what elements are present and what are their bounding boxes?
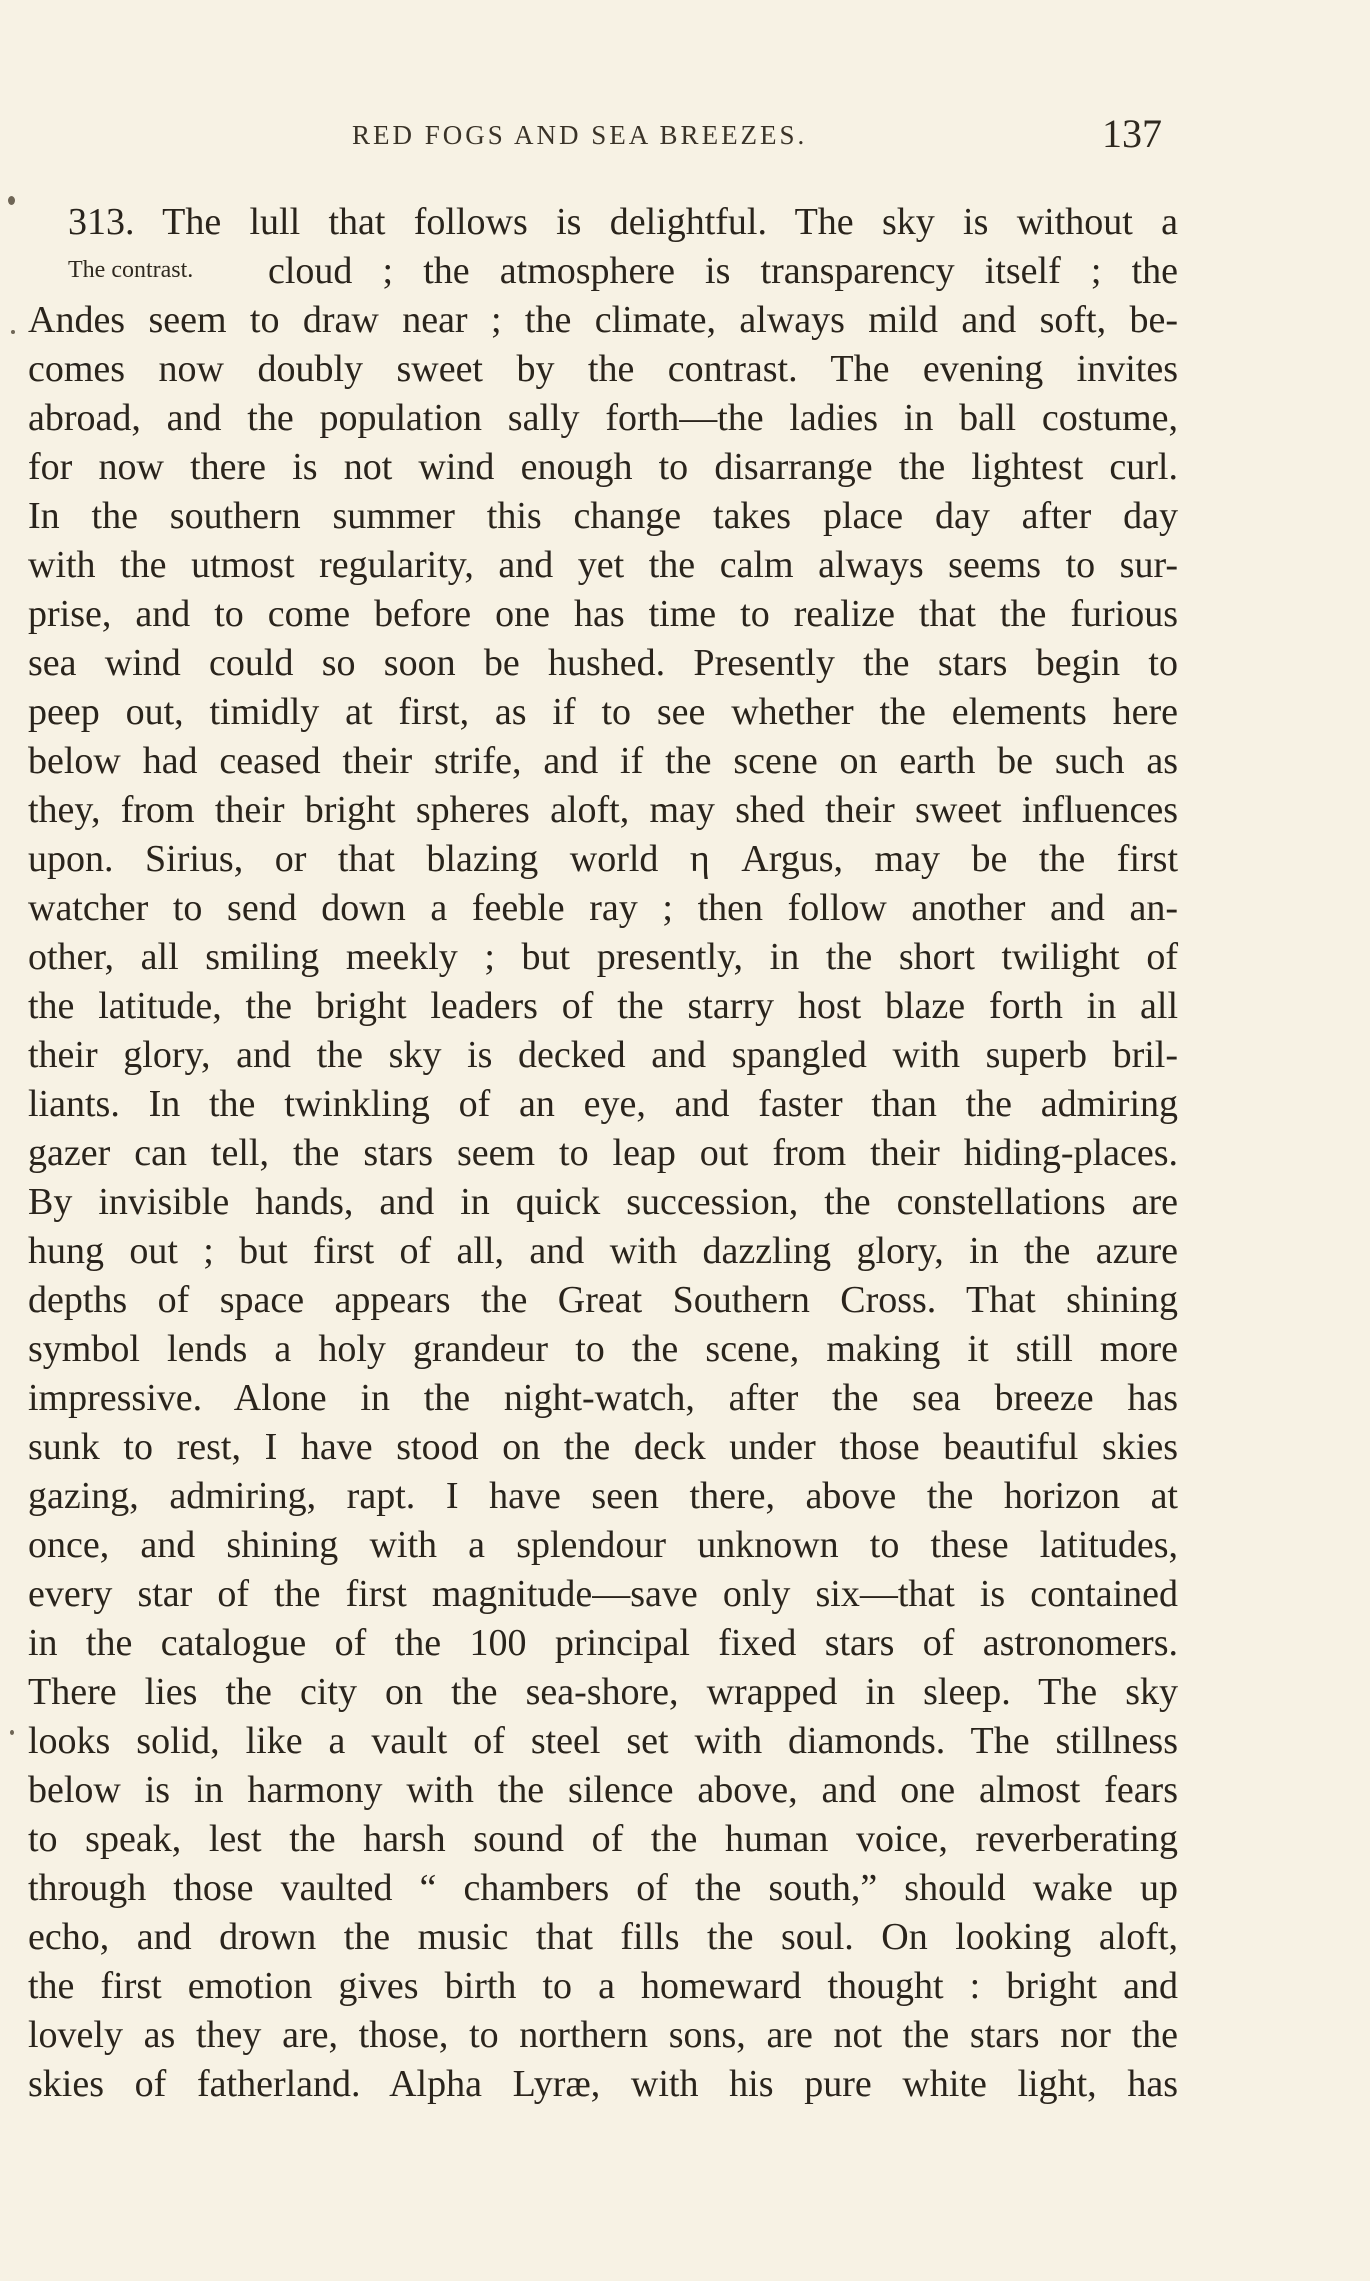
- page-number: 137: [1102, 111, 1162, 156]
- text-line: below had ceased their strife, and if the scene on earth be such as: [28, 740, 1178, 782]
- text-line: with the utmost regularity, and yet the calm always seems to sur-: [28, 544, 1178, 586]
- text-line: 313. The lull that follows is delightful. The sky is without a: [68, 201, 1178, 243]
- text-line: sunk to rest, I have stood on the deck under those beautiful skies: [28, 1426, 1178, 1468]
- text-line: lovely as they are, those, to northern sons, are not the stars nor the: [28, 2014, 1178, 2056]
- text-line: in the catalogue of the 100 principal fixed stars of astronomers.: [28, 1622, 1178, 1664]
- text-line: depths of space appears the Great Southern Cross. That shining: [28, 1279, 1178, 1321]
- text-line: peep out, timidly at first, as if to see whether the elements here: [28, 691, 1178, 733]
- margin-note: The contrast.: [68, 257, 194, 283]
- running-head: RED FOGS AND SEA BREEZES.: [352, 120, 808, 150]
- text-line: comes now doubly sweet by the contrast. The evening invites: [28, 348, 1178, 390]
- text-line: to speak, lest the harsh sound of the human voice, reverberating: [28, 1818, 1178, 1860]
- text-line: for now there is not wind enough to disarrange the lightest curl.: [28, 446, 1178, 488]
- text-line: once, and shining with a splendour unknown to these latitudes,: [28, 1524, 1178, 1566]
- text-line: other, all smiling meekly ; but presently, in the short twilight of: [28, 936, 1178, 978]
- text-line: prise, and to come before one has time to realize that the furious: [28, 593, 1178, 635]
- text-line: upon. Sirius, or that blazing world η Argus, may be the first: [28, 838, 1178, 880]
- ink-speck: [8, 196, 15, 205]
- text-line: looks solid, like a vault of steel set with diamonds. The stillness: [28, 1720, 1178, 1762]
- text-line: skies of fatherland. Alpha Lyræ, with his pure white light, has: [28, 2063, 1178, 2105]
- text-line: through those vaulted “ chambers of the south,” should wake up: [28, 1867, 1178, 1909]
- text-line: the first emotion gives birth to a homeward thought : bright and: [28, 1965, 1178, 2007]
- text-line: liants. In the twinkling of an eye, and faster than the admiring: [28, 1083, 1178, 1125]
- ink-speck: [10, 1730, 14, 1735]
- text-line: There lies the city on the sea-shore, wrapped in sleep. The sky: [28, 1671, 1178, 1713]
- text-line: Andes seem to draw near ; the climate, always mild and soft, be-: [28, 299, 1178, 341]
- text-line: they, from their bright spheres aloft, may shed their sweet influences: [28, 789, 1178, 831]
- text-line: gazer can tell, the stars seem to leap out from their hiding-places.: [28, 1132, 1178, 1174]
- text-line: watcher to send down a feeble ray ; then follow another and an-: [28, 887, 1178, 929]
- text-line: sea wind could so soon be hushed. Presently the stars begin to: [28, 642, 1178, 684]
- text-line: impressive. Alone in the night-watch, after the sea breeze has: [28, 1377, 1178, 1419]
- text-line: symbol lends a holy grandeur to the scene, making it still more: [28, 1328, 1178, 1370]
- text-line: In the southern summer this change takes place day after day: [28, 495, 1178, 537]
- text-line: By invisible hands, and in quick succession, the constellations are: [28, 1181, 1178, 1223]
- text-line: echo, and drown the music that fills the soul. On looking aloft,: [28, 1916, 1178, 1958]
- text-line: gazing, admiring, rapt. I have seen there, above the horizon at: [28, 1475, 1178, 1517]
- text-line: abroad, and the population sally forth—the ladies in ball costume,: [28, 397, 1178, 439]
- text-line: every star of the first magnitude—save only six—that is contained: [28, 1573, 1178, 1615]
- text-line: their glory, and the sky is decked and spangled with superb bril-: [28, 1034, 1178, 1076]
- ink-speck: [11, 330, 15, 334]
- text-line: hung out ; but first of all, and with dazzling glory, in the azure: [28, 1230, 1178, 1272]
- text-line: cloud ; the atmosphere is transparency itself ; the: [268, 250, 1178, 292]
- text-line: the latitude, the bright leaders of the starry host blaze forth in all: [28, 985, 1178, 1027]
- text-line: below is in harmony with the silence above, and one almost fears: [28, 1769, 1178, 1811]
